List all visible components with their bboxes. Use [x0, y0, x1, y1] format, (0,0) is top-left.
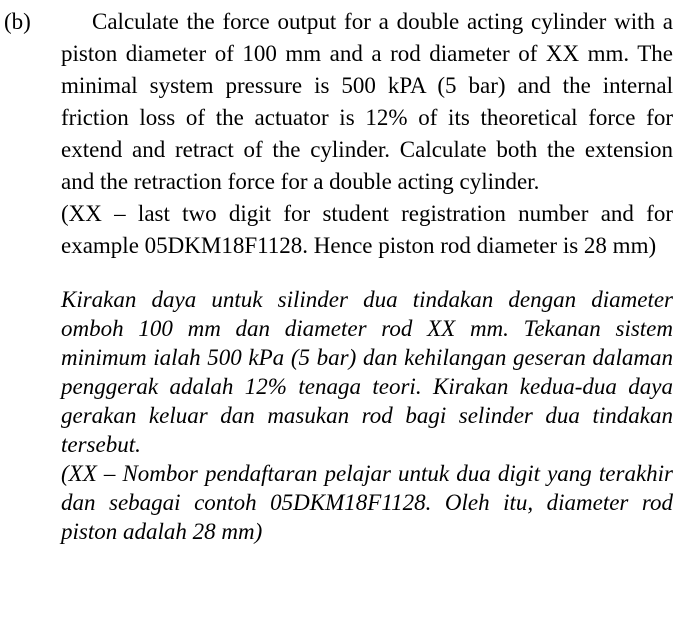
question-body — [61, 6, 673, 546]
english-note: (XX – last two digit for student registration number and for example 05DKM18F1128. Hence piston rod diameter is 28 mm) — [61, 201, 673, 258]
malay-question-text: Kirakan daya untuk silinder dua tindakan dengan diameter omboh 100 mm dan diameter rod XX mm. Tekanan sistem minimum ialah 500 kPa (5 bar) dan kehilangan geseran dalaman penggerak adalah 12% tenaga teori. Kirakan kedua-dua daya gerakan keluar dan masukan rod bagi selinder dua tindakan tersebut. — [61, 287, 673, 457]
malay-section — [61, 285, 673, 546]
question-label: (b) — [4, 9, 31, 34]
malay-note: (XX – Nombor pendaftaran pelajar untuk dua digit yang terakhir dan sebagai contoh 05DKM18F1128. Oleh itu, diameter rod piston adalah 28 mm) — [61, 461, 673, 544]
english-question-text: Calculate the force output for a double acting cylinder with a piston diameter of 100 mm and a rod diameter of XX mm. The minimal system pressure is 500 kPA (5 bar) and the internal friction loss of the actuator is 12% of its theoretical force for extend and retract of the cylinder. Calculate both the extension and the retraction force for a double acting cylinder. — [61, 9, 673, 194]
